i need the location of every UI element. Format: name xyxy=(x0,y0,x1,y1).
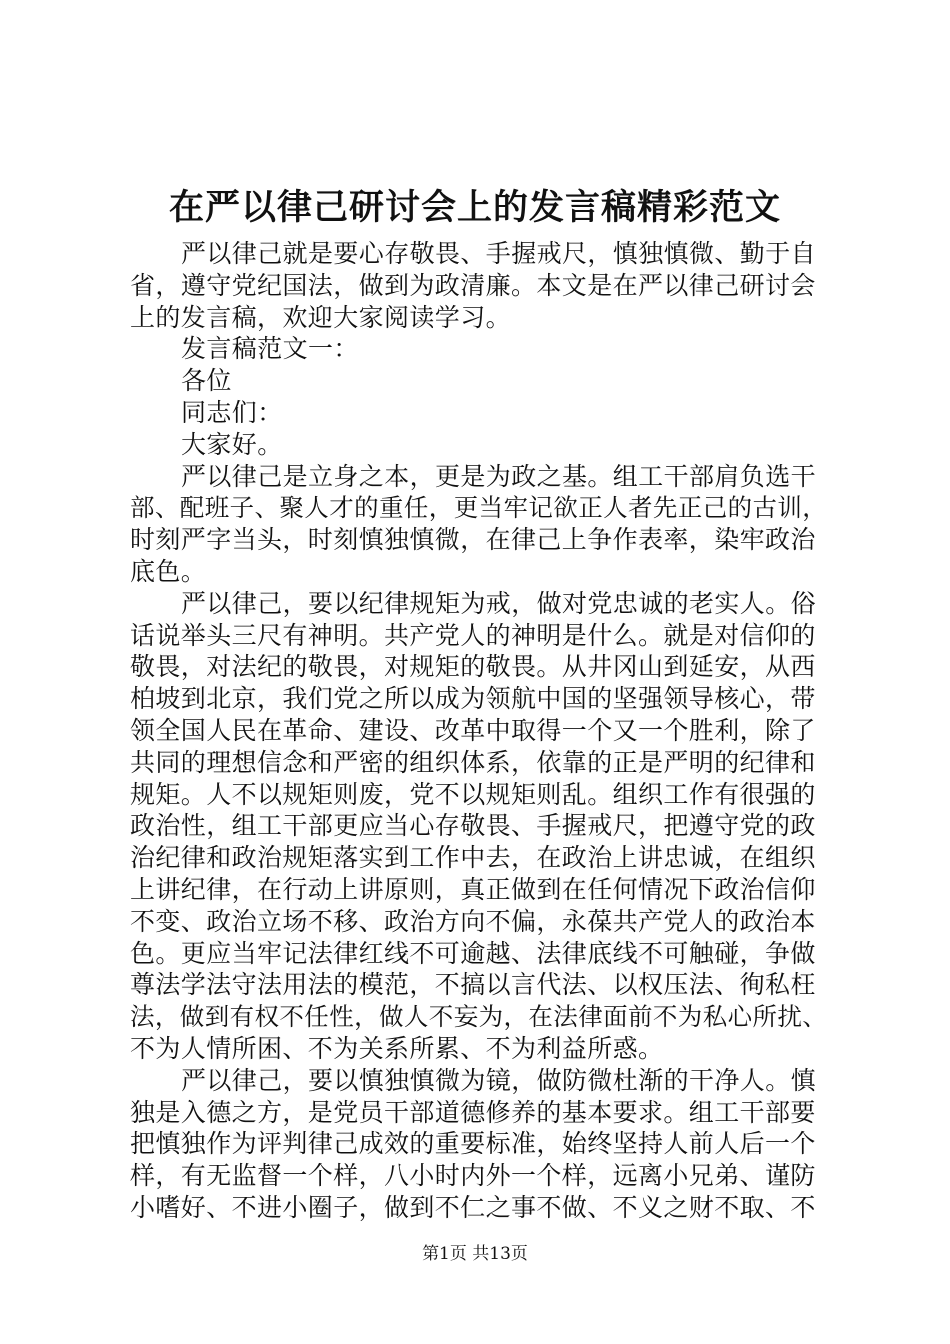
body-line: 不变、政治立场不移、政治方向不偏，永葆共产党人的政治本 xyxy=(130,906,816,936)
body-line: 严以律己就是要心存敬畏、手握戒尺，慎独慎微、勤于自 xyxy=(181,239,817,268)
body-line: 治纪律和政治规矩落实到工作中去，在政治上讲忠诚，在组织 xyxy=(130,843,816,873)
body-line: 色。更应当牢记法律红线不可逾越、法律底线不可触碰，争做 xyxy=(130,938,816,968)
body-line: 严以律己，要以慎独慎微为镜，做防微杜渐的干净人。慎 xyxy=(181,1065,817,1095)
body-line: 独是入德之方，是党员干部道德修养的基本要求。组工干部要 xyxy=(130,1097,816,1127)
body-line: 严以律己，要以纪律规矩为戒，做对党忠诚的老实人。俗 xyxy=(181,588,817,618)
body-line: 时刻严字当头，时刻慎独慎微，在律己上争作表率，染牢政治 xyxy=(130,525,816,555)
body-line: 发言稿范文一： xyxy=(181,334,359,364)
body-line: 敬畏，对法纪的敬畏，对规矩的敬畏。从井冈山到延安，从西 xyxy=(130,652,816,682)
body-line: 不为人情所困、不为关系所累、不为利益所惑。 xyxy=(130,1033,664,1063)
body-line: 柏坡到北京，我们党之所以成为领航中国的坚强领导核心，带 xyxy=(130,684,816,714)
body-line: 规矩。人不以规矩则废，党不以规矩则乱。组织工作有很强的 xyxy=(130,779,816,809)
body-line: 样，有无监督一个样，八小时内外一个样，远离小兄弟、谨防 xyxy=(130,1161,816,1191)
body-line: 共同的理想信念和严密的组织体系，依靠的正是严明的纪律和 xyxy=(130,747,816,777)
body-line: 底色。 xyxy=(130,556,207,586)
document-title: 在严以律己研讨会上的发言稿精彩范文 xyxy=(168,187,781,228)
body-line: 省，遵守党纪国法，做到为政清廉。本文是在严以律己研讨会 xyxy=(130,270,816,300)
body-line: 严以律己是立身之本，更是为政之基。组工干部肩负选干 xyxy=(181,461,817,491)
document-body xyxy=(130,238,830,1224)
body-line: 把慎独作为评判律己成效的重要标准，始终坚持人前人后一个 xyxy=(130,1129,816,1159)
body-line: 上讲纪律，在行动上讲原则，真正做到在任何情况下政治信仰 xyxy=(130,874,816,904)
body-line: 同志们： xyxy=(181,397,283,427)
body-line: 小嗜好、不进小圈子，做到不仁之事不做、不义之财不取、不 xyxy=(130,1192,816,1222)
body-line: 大家好。 xyxy=(181,429,283,459)
body-line: 政治性，组工干部更应当心存敬畏、手握戒尺，把遵守党的政 xyxy=(130,811,816,841)
body-line: 法，做到有权不任性，做人不妄为，在法律面前不为私心所扰、 xyxy=(130,1002,828,1032)
body-line: 领全国人民在革命、建设、改革中取得一个又一个胜利，除了 xyxy=(130,715,816,745)
body-line: 话说举头三尺有神明。共产党人的神明是什么。就是对信仰的 xyxy=(130,620,816,650)
body-line: 各位 xyxy=(181,366,232,396)
body-line: 尊法学法守法用法的模范，不搞以言代法、以权压法、徇私枉 xyxy=(130,970,816,1000)
page-footer: 第1页 共13页 xyxy=(422,1244,528,1264)
body-line: 上的发言稿，欢迎大家阅读学习。 xyxy=(130,302,512,332)
body-line: 部、配班子、聚人才的重任，更当牢记欲正人者先正己的古训， xyxy=(130,493,828,523)
